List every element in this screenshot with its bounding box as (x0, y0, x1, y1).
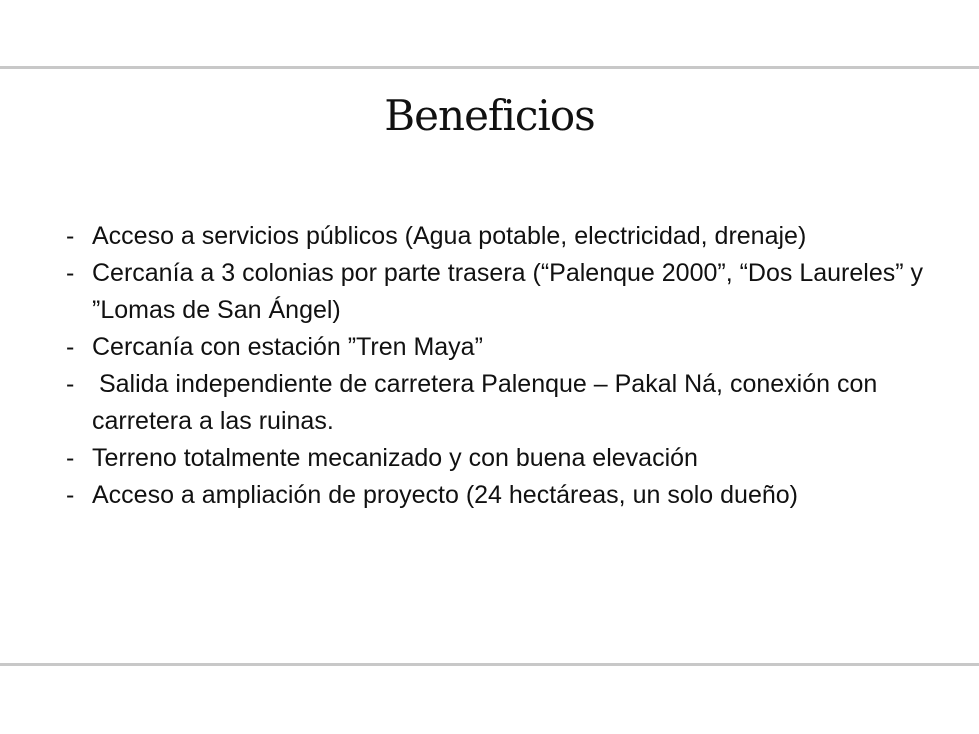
list-item-text: Terreno totalmente mecanizado y con buena elevación (92, 444, 698, 472)
benefits-list (66, 218, 946, 514)
list-item (66, 329, 946, 366)
bottom-divider (0, 663, 979, 666)
bullet-dash: - (66, 222, 75, 250)
list-item (66, 366, 946, 440)
bullet-dash: - (66, 259, 75, 287)
list-item-text: Cercanía con estación ”Tren Maya” (92, 333, 483, 361)
bullet-dash: - (66, 370, 75, 398)
list-item (66, 477, 946, 514)
bullet-dash: - (66, 333, 75, 361)
list-item (66, 440, 946, 477)
bullet-dash: - (66, 481, 75, 509)
list-item (66, 218, 946, 255)
slide-title: Beneficios (384, 91, 595, 140)
bullet-dash: - (66, 444, 75, 472)
list-item-text: Salida independiente de carretera Palenque – Pakal Ná, conexión con carretera a las ruinas. (92, 370, 885, 435)
list-item (66, 255, 946, 329)
list-item-text: Cercanía a 3 colonias por parte trasera (“Palenque 2000”, “Dos Laureles” y ”Lomas de San Ángel) (92, 259, 923, 324)
top-divider (0, 66, 979, 69)
list-item-text: Acceso a ampliación de proyecto (24 hectáreas, un solo dueño) (92, 481, 798, 509)
list-item-text: Acceso a servicios públicos (Agua potable, electricidad, drenaje) (92, 222, 807, 250)
